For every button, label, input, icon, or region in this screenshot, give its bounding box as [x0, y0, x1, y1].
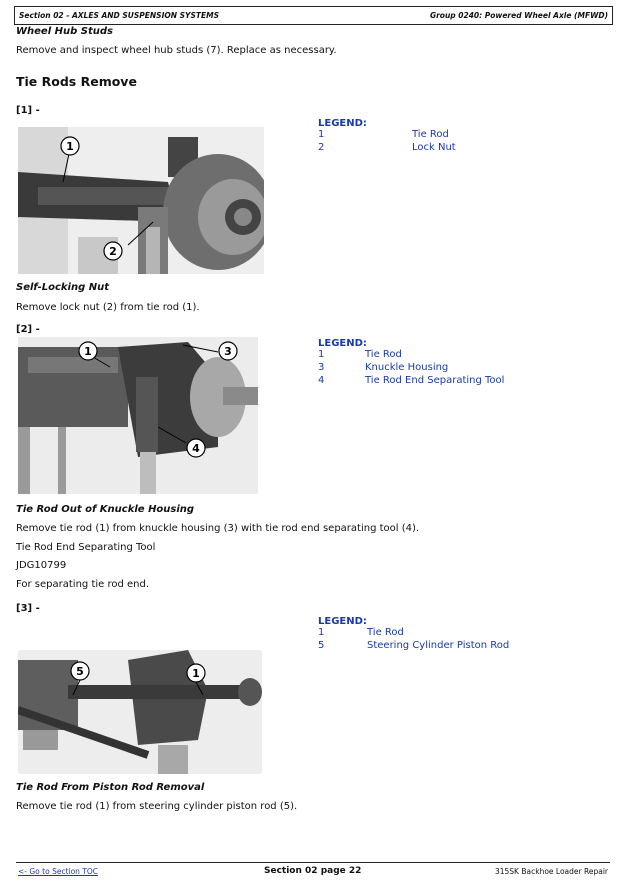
step-2-label: [2] -: [16, 324, 40, 335]
legend-3: [318, 616, 548, 653]
step-2-text: Remove tie rod (1) from knuckle housing (3) with tie rod end separating tool (4).: [16, 523, 420, 534]
section-title: Section 02 - AXLES AND SUSPENSION SYSTEMS: [19, 11, 219, 20]
callout-1: 1: [66, 140, 74, 153]
step-1-text: Remove lock nut (2) from tie rod (1).: [16, 302, 200, 313]
legend-title: LEGEND:: [318, 338, 367, 349]
legend-2: [318, 338, 538, 388]
callout-5: 5: [76, 665, 84, 678]
step-3-label: [3] -: [16, 603, 40, 614]
step-3-photo: [18, 650, 262, 774]
wheel-hub-text: Remove and inspect wheel hub studs (7). Replace as necessary.: [16, 45, 337, 56]
legend-title: LEGEND:: [318, 616, 367, 627]
section-toc-link[interactable]: <- Go to Section TOC: [18, 867, 99, 876]
callout-3: 3: [224, 345, 232, 358]
callout-2: 2: [109, 245, 117, 258]
page-footer: [16, 862, 610, 881]
legend-title: LEGEND:: [318, 118, 367, 129]
step-1-caption: Self-Locking Nut: [16, 282, 110, 293]
step-2-photo: [18, 337, 258, 494]
step-1-photo: [18, 127, 264, 274]
legend-row: 3 Knuckle Housing: [318, 362, 449, 373]
tie-rods-title: Tie Rods Remove: [16, 74, 137, 89]
step-3-caption: Tie Rod From Piston Rod Removal: [16, 782, 205, 793]
callout-1: 1: [192, 667, 200, 680]
step-1-label: [1] -: [16, 105, 40, 116]
legend-row: 1 Tie Rod: [318, 349, 402, 360]
tool-number: JDG10799: [16, 560, 67, 571]
callout-1: 1: [84, 345, 92, 358]
legend-row: 1 Tie Rod: [318, 129, 449, 140]
page-header: [14, 6, 613, 25]
page-number: Section 02 page 22: [264, 866, 362, 876]
tool-name: Tie Rod End Separating Tool: [16, 542, 156, 553]
legend-row: 5 Steering Cylinder Piston Rod: [318, 640, 510, 651]
legend-row: 4 Tie Rod End Separating Tool: [318, 375, 505, 386]
legend-row: 2 Lock Nut: [318, 142, 456, 153]
group-title: Group 0240: Powered Wheel Axle (MFWD): [429, 11, 608, 20]
tool-purpose: For separating tie rod end.: [16, 579, 150, 590]
legend-row: 1 Tie Rod: [318, 627, 404, 638]
wheel-hub-title: Wheel Hub Studs: [16, 26, 113, 37]
callout-4: 4: [192, 442, 200, 455]
legend-1: [318, 118, 518, 155]
step-2-caption: Tie Rod Out of Knuckle Housing: [16, 504, 195, 515]
step-3-text: Remove tie rod (1) from steering cylinder piston rod (5).: [16, 801, 298, 812]
manual-title: 315SK Backhoe Loader Repair: [494, 867, 608, 876]
